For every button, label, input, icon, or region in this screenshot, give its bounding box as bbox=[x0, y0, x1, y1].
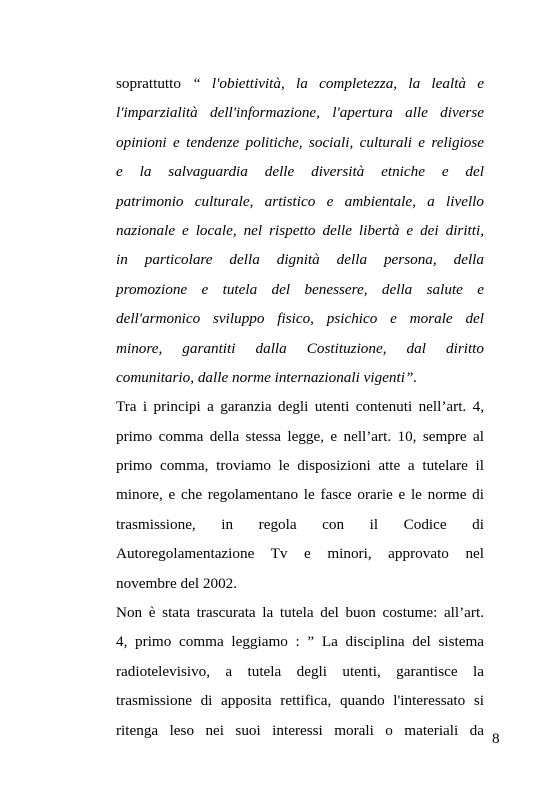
text-line: Non è stata trascurata la tutela del buon costume: all’art. bbox=[116, 604, 484, 622]
paragraph bbox=[116, 392, 484, 598]
text-line: opinioni e tendenze politiche, sociali, culturali e religiose bbox=[116, 133, 484, 151]
text-line: novembre del 2002. bbox=[116, 574, 238, 592]
paragraph bbox=[116, 598, 484, 745]
text-line: trasmissione, in regola con il Codice di bbox=[116, 515, 484, 533]
text-line: comunitario, dalle norme internazionali vigenti”. bbox=[116, 368, 418, 386]
text-line: Autoregolamentazione Tv e minori, approvato nel bbox=[116, 545, 484, 563]
text-line: trasmissione di apposita rettifica, quando l'interessato si bbox=[116, 692, 484, 710]
quote-run: “ l'obiettività, la completezza, la lealtà e bbox=[192, 75, 484, 92]
text-line: minore, garantiti dalla Costituzione, dal diritto bbox=[116, 339, 484, 357]
text-line: dell'armonico sviluppo fisico, psichico e morale del bbox=[116, 310, 484, 328]
text-line: minore, e che regolamentano le fasce orarie e le norme di bbox=[116, 486, 484, 504]
text-line: in particolare della dignità della persona, della bbox=[116, 251, 484, 269]
text-line: patrimonio culturale, artistico e ambientale, a livello bbox=[116, 192, 484, 210]
text-line: promozione e tutela del benessere, della salute e bbox=[116, 280, 484, 298]
paragraph-quote bbox=[116, 69, 484, 392]
text-line: 4, primo comma leggiamo : ” La disciplina del sistema bbox=[116, 633, 484, 651]
text-line: nazionale e locale, nel rispetto delle libertà e dei diritti, bbox=[116, 221, 484, 239]
text-line: ritenga leso nei suoi interessi morali o materiali da bbox=[116, 721, 484, 739]
text-line: e la salvaguardia delle diversità etniche e del bbox=[116, 163, 484, 181]
text-line: l'imparzialità dell'informazione, l'apertura alle diverse bbox=[116, 104, 484, 122]
text-line: radiotelevisivo, a tutela degli utenti, garantisce la bbox=[116, 662, 484, 680]
text-line: primo comma, troviamo le disposizioni atte a tutelare il bbox=[116, 457, 484, 475]
text-line bbox=[116, 69, 484, 98]
text-run: soprattutto bbox=[116, 75, 193, 92]
page-number: 8 bbox=[492, 730, 500, 747]
body-text bbox=[116, 69, 484, 745]
text-line: primo comma della stessa legge, e nell’art. 10, sempre al bbox=[116, 427, 484, 445]
text-line: Tra i principi a garanzia degli utenti contenuti nell’art. 4, bbox=[116, 398, 484, 416]
